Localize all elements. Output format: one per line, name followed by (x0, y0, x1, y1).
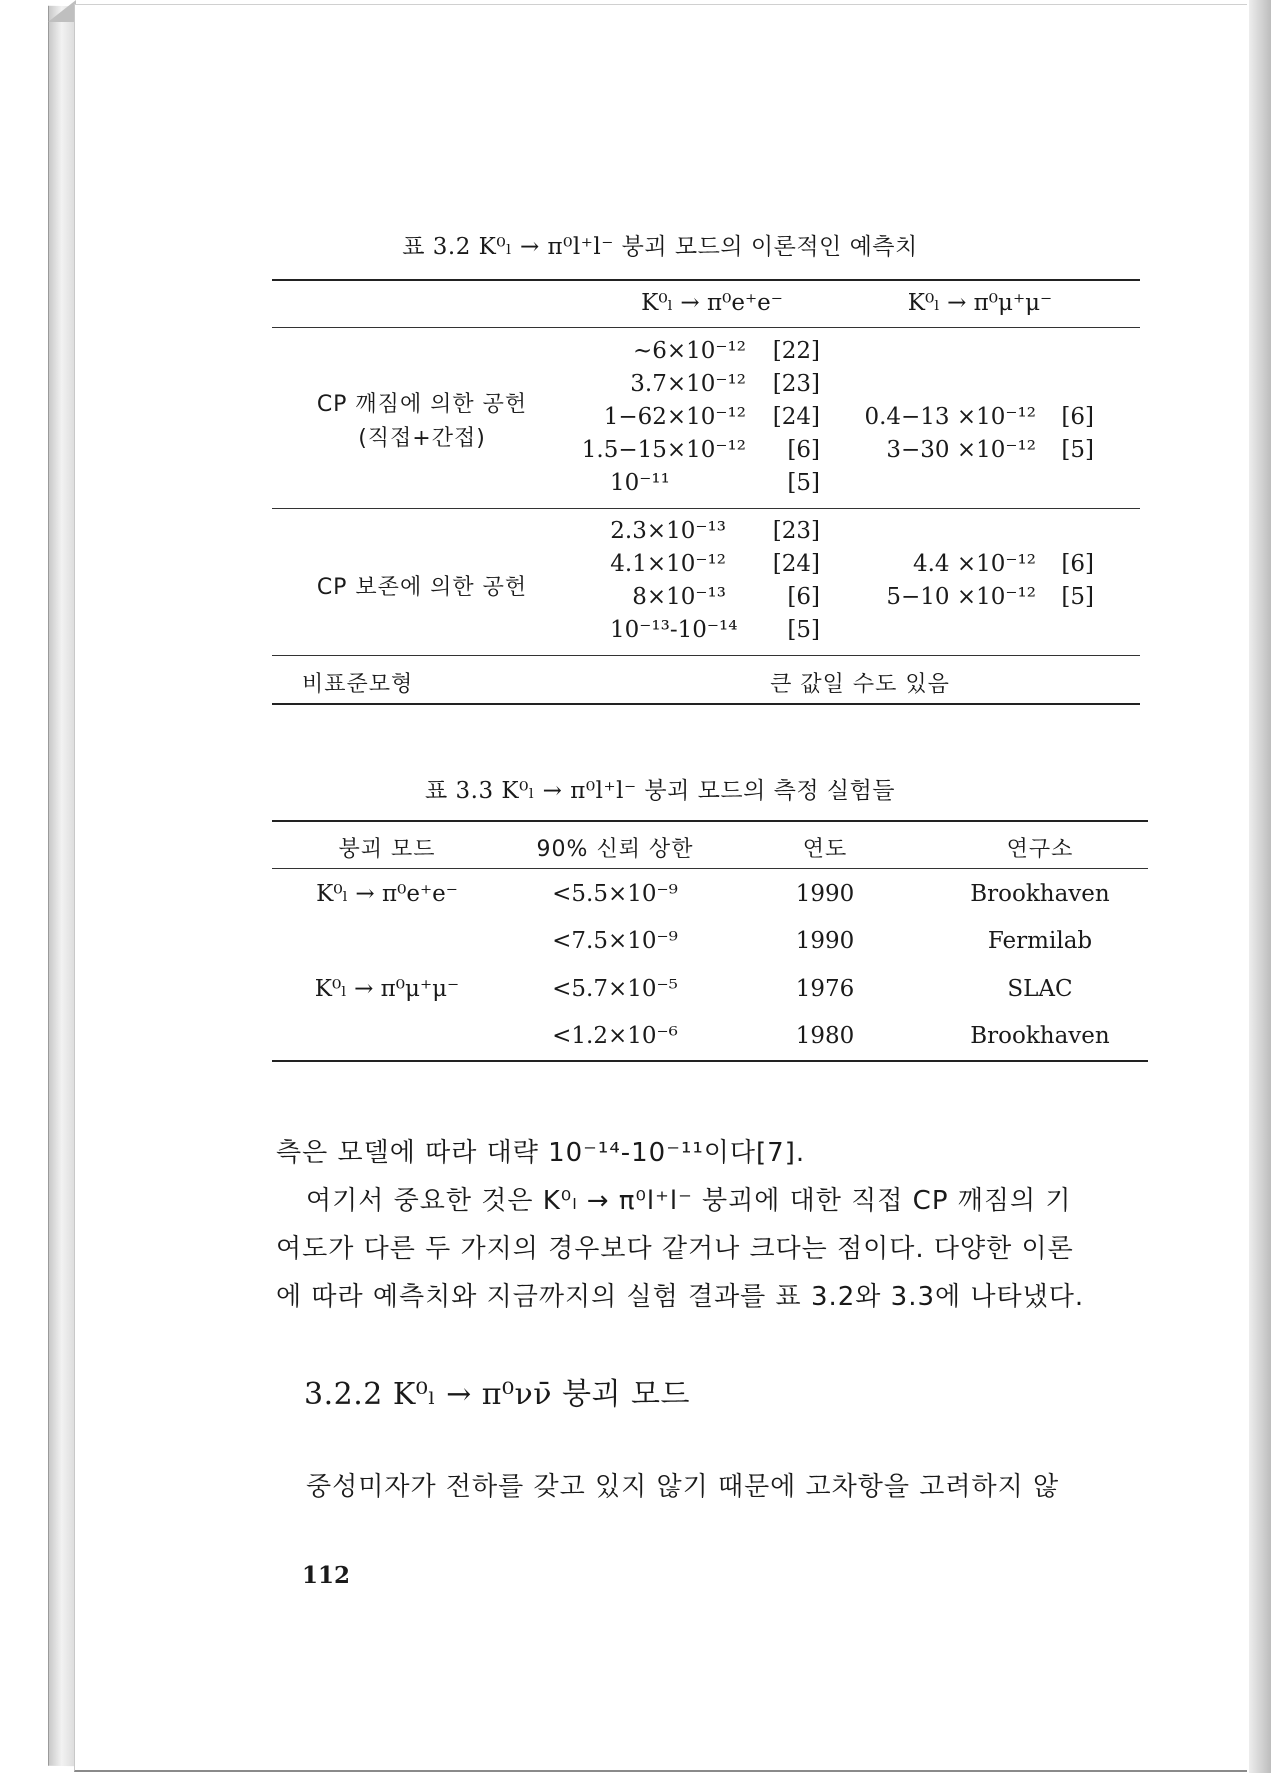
table-3-2-header-rule (272, 327, 1140, 328)
table-3-2-row1-label-line1: CP 깨짐에 의한 공헌 (316, 392, 528, 417)
table-3-2-row2-ee-value: 10⁻¹³-10⁻¹⁴ (610, 617, 738, 643)
table-3-2-caption: 표 3.2 K⁰ₗ → π⁰l⁺l⁻ 붕괴 모드의 이론적인 예측치 (402, 234, 918, 260)
table-3-3-header-rule (272, 868, 1148, 869)
table-3-2-row2-ee-ref: [6] (787, 584, 820, 610)
table-3-3-row-limit: <7.5×10⁻⁹ (552, 928, 678, 954)
table-3-2-row2-ee-value: 8×10⁻¹³ (632, 584, 726, 610)
body-line-1: 측은 모델에 따라 대략 10⁻¹⁴-10⁻¹¹이다[7]. (276, 1138, 806, 1168)
body-line-3: 여도가 다른 두 가지의 경우보다 같거나 크다는 점이다. 다양한 이론 (276, 1234, 1074, 1264)
table-3-3-row-limit: <1.2×10⁻⁶ (552, 1023, 678, 1049)
table-3-3-header-lab: 연구소 (1006, 837, 1074, 862)
table-3-2-row2-ee-ref: [24] (772, 551, 820, 577)
table-3-3-row-year: 1980 (795, 1023, 855, 1049)
table-3-2-row1-mumu-value: 3−30 ×10⁻¹² (886, 437, 1036, 463)
table-3-2-bottom-rule (272, 703, 1140, 705)
table-3-3-bottom-rule (272, 1060, 1148, 1062)
page-number: 112 (302, 1562, 351, 1589)
table-3-3-row-year: 1990 (795, 881, 855, 907)
table-3-2-row2-mumu-value: 4.4 ×10⁻¹² (912, 551, 1036, 577)
table-3-2-row1-ee-ref: [6] (787, 437, 820, 463)
book-corner (48, 0, 76, 22)
table-3-3-header-limit: 90% 신뢰 상한 (536, 837, 694, 862)
table-3-2-row2-rule (272, 655, 1140, 656)
book-right-edge (1249, 0, 1271, 1773)
table-3-2-row1-ee-value: 1.5−15×10⁻¹² (581, 437, 746, 463)
table-3-2-row2-ee-value: 4.1×10⁻¹² (610, 551, 726, 577)
table-3-2-row1-rule (272, 508, 1140, 509)
table-3-2-row1-ee-ref: [22] (772, 338, 820, 364)
table-3-3-row-lab: Fermilab (987, 928, 1093, 954)
table-3-2-row1-mumu-ref: [6] (1061, 404, 1094, 430)
table-3-3-row-limit: <5.7×10⁻⁵ (552, 976, 678, 1002)
table-3-2-row3-label: 비표준모형 (302, 672, 414, 697)
table-3-2-row2-mumu-value: 5−10 ×10⁻¹² (886, 584, 1036, 610)
table-3-3-row-lab: Brookhaven (970, 881, 1110, 907)
table-3-2-row2-ee-ref: [5] (787, 617, 820, 643)
section-body-line-1: 중성미자가 전하를 갖고 있지 않기 때문에 고차항을 고려하지 않 (306, 1472, 1060, 1502)
table-3-2-top-rule (272, 279, 1140, 281)
table-3-2-row2-mumu-ref: [5] (1061, 584, 1094, 610)
table-3-3-row-limit: <5.5×10⁻⁹ (552, 881, 678, 907)
table-3-2-row1-ee-ref: [23] (772, 371, 820, 397)
table-3-2-col-ee-header: K⁰ₗ → π⁰e⁺e⁻ (641, 290, 783, 316)
table-3-2-row1-ee-value: ~6×10⁻¹² (632, 338, 746, 364)
body-line-2: 여기서 중요한 것은 K⁰ₗ → π⁰l⁺l⁻ 붕괴에 대한 직접 CP 깨짐의 기 (306, 1186, 1072, 1216)
table-3-2-row1-ee-ref: [5] (787, 470, 820, 496)
table-3-2-row1-ee-ref: [24] (772, 404, 820, 430)
table-3-3-row-lab: Brookhaven (970, 1023, 1110, 1049)
table-3-3-row-lab: SLAC (1007, 976, 1073, 1002)
table-3-2-row1-ee-value: 1−62×10⁻¹² (603, 404, 746, 430)
table-3-2-row2-ee-value: 2.3×10⁻¹³ (610, 518, 726, 544)
body-line-4: 에 따라 예측치와 지금까지의 실험 결과를 표 3.2와 3.3에 나타냈다. (276, 1282, 1085, 1312)
table-3-2-row1-mumu-ref: [5] (1061, 437, 1094, 463)
table-3-2-row3-value: 큰 값일 수도 있음 (770, 672, 950, 697)
table-3-3-top-rule (272, 820, 1148, 822)
table-3-2-row1-mumu-value: 0.4−13 ×10⁻¹² (864, 404, 1036, 430)
section-heading: 3.2.2 K⁰ₗ → π⁰νν̄ 붕괴 모드 (304, 1377, 691, 1412)
table-3-2-row2-ee-ref: [23] (772, 518, 820, 544)
table-3-2-row2-label: CP 보존에 의한 공헌 (316, 575, 528, 600)
book-spine-edge (48, 6, 77, 1767)
table-3-2-row1-label-line2: (직접+간접) (358, 426, 486, 451)
table-3-2-col-mumu-header: K⁰ₗ → π⁰μ⁺μ⁻ (907, 290, 1053, 316)
table-3-3-header-mode: 붕괴 모드 (338, 837, 436, 862)
table-3-3-row-year: 1976 (795, 976, 855, 1002)
table-3-2-row2-mumu-ref: [6] (1061, 551, 1094, 577)
table-3-3-row-mode: K⁰ₗ → π⁰μ⁺μ⁻ (314, 976, 460, 1002)
table-3-3-caption: 표 3.3 K⁰ₗ → π⁰l⁺l⁻ 붕괴 모드의 측정 실험들 (424, 778, 896, 804)
table-3-3-header-year: 연도 (802, 837, 848, 862)
table-3-3-row-mode: K⁰ₗ → π⁰e⁺e⁻ (316, 881, 458, 907)
table-3-2-row1-ee-value: 10⁻¹¹ (610, 470, 670, 496)
table-3-2-row1-ee-value: 3.7×10⁻¹² (630, 371, 746, 397)
table-3-3-row-year: 1990 (795, 928, 855, 954)
